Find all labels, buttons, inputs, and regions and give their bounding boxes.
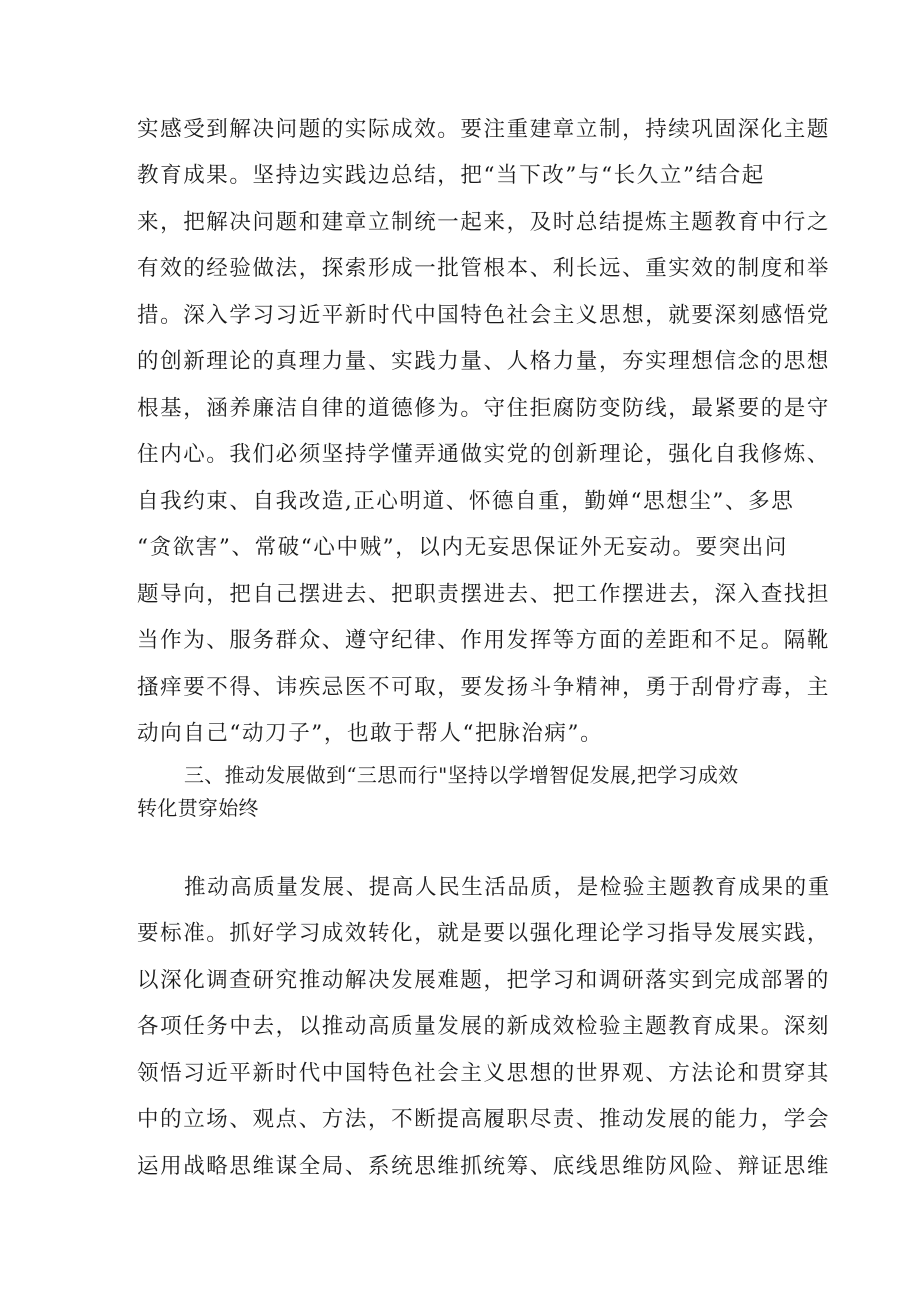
paragraph-1-line-10: “贪欲害”、常破“心中贼”，以内无妄思保证外无妄动。要突出问 [137, 535, 788, 560]
paragraph-2-line-6: 中的立场、观点、方法，不断提高履职尽责、推动发展的能力，学会 [137, 1107, 831, 1132]
paragraph-2-line-7: 运用战略思维谋全局、系统思维抓统筹、底线思维防风险、辩证思维 [137, 1154, 831, 1179]
paragraph-1-line-6: 的创新理论的真理力量、实践力量、人格力量，夯实理想信念的思想 [137, 349, 831, 374]
paragraph-1-line-7: 根基，涵养廉洁自律的道德修为。守住拒腐防变防线，最紧要的是守 [137, 396, 831, 421]
paragraph-1-line-11: 题导向，把自己摆进去、把职责摆进去、把工作摆进去，深入查找担 [137, 582, 831, 607]
paragraph-1-line-8: 住内心。我们必须坚持学懂弄通做实党的创新理论，强化自我修炼、 [137, 442, 831, 467]
paragraph-1-line-1: 实感受到解决问题的实际成效。要注重建章立制，持续巩固深化主题 [137, 117, 831, 142]
paragraph-1-line-9: 自我约束、自我改造,正心明道、怀德自重，勤婵“思想尘”、多思 [137, 489, 795, 514]
paragraph-1-line-5: 措。深入学习习近平新时代中国特色社会主义思想，就要深刻感悟党 [137, 303, 831, 328]
paragraph-1-line-3: 来，把解决问题和建章立制统一起来，及时总结提炼主题教育中行之 [137, 210, 831, 235]
paragraph-2-line-3: 以深化调查研究推动解决发展难题，把学习和调研落实到完成部署的 [137, 968, 831, 993]
section-heading-line-2: 转化贯穿始终 [137, 796, 259, 820]
paragraph-2-line-2: 要标准。抓好学习成效转化，就是要以强化理论学习指导发展实践， [137, 921, 831, 946]
paragraph-2-line-5: 领悟习近平新时代中国特色社会主义思想的世界观、方法论和贯穿其 [137, 1061, 831, 1086]
paragraph-1-line-4: 有效的经验做法，探索形成一批管根本、利长远、重实效的制度和举 [137, 256, 831, 281]
paragraph-2-line-4: 各项任务中去，以推动高质量发展的新成效检验主题教育成果。深刻 [137, 1014, 831, 1039]
paragraph-1-line-2: 教育成果。坚持边实践边总结，把“当下改”与“长久立”结合起 [137, 163, 765, 188]
paragraph-1-line-14: 动向自己“动刀子”，也敢于帮人“把脉治病”。 [137, 721, 604, 746]
section-heading-line-1: 三、推动发展做到“三思而行"坚持以学增智促发展,把学习成效 [184, 763, 739, 787]
paragraph-1-line-12: 当作为、服务群众、遵守纪律、作用发挥等方面的差距和不足。隔靴 [137, 628, 831, 653]
paragraph-2-line-1: 推动高质量发展、提高人民生活品质，是检验主题教育成果的重 [184, 875, 831, 900]
paragraph-1-line-13: 搔痒要不得、讳疾忌医不可取，要发扬斗争精神，勇于刮骨疗毒，主 [137, 675, 831, 700]
